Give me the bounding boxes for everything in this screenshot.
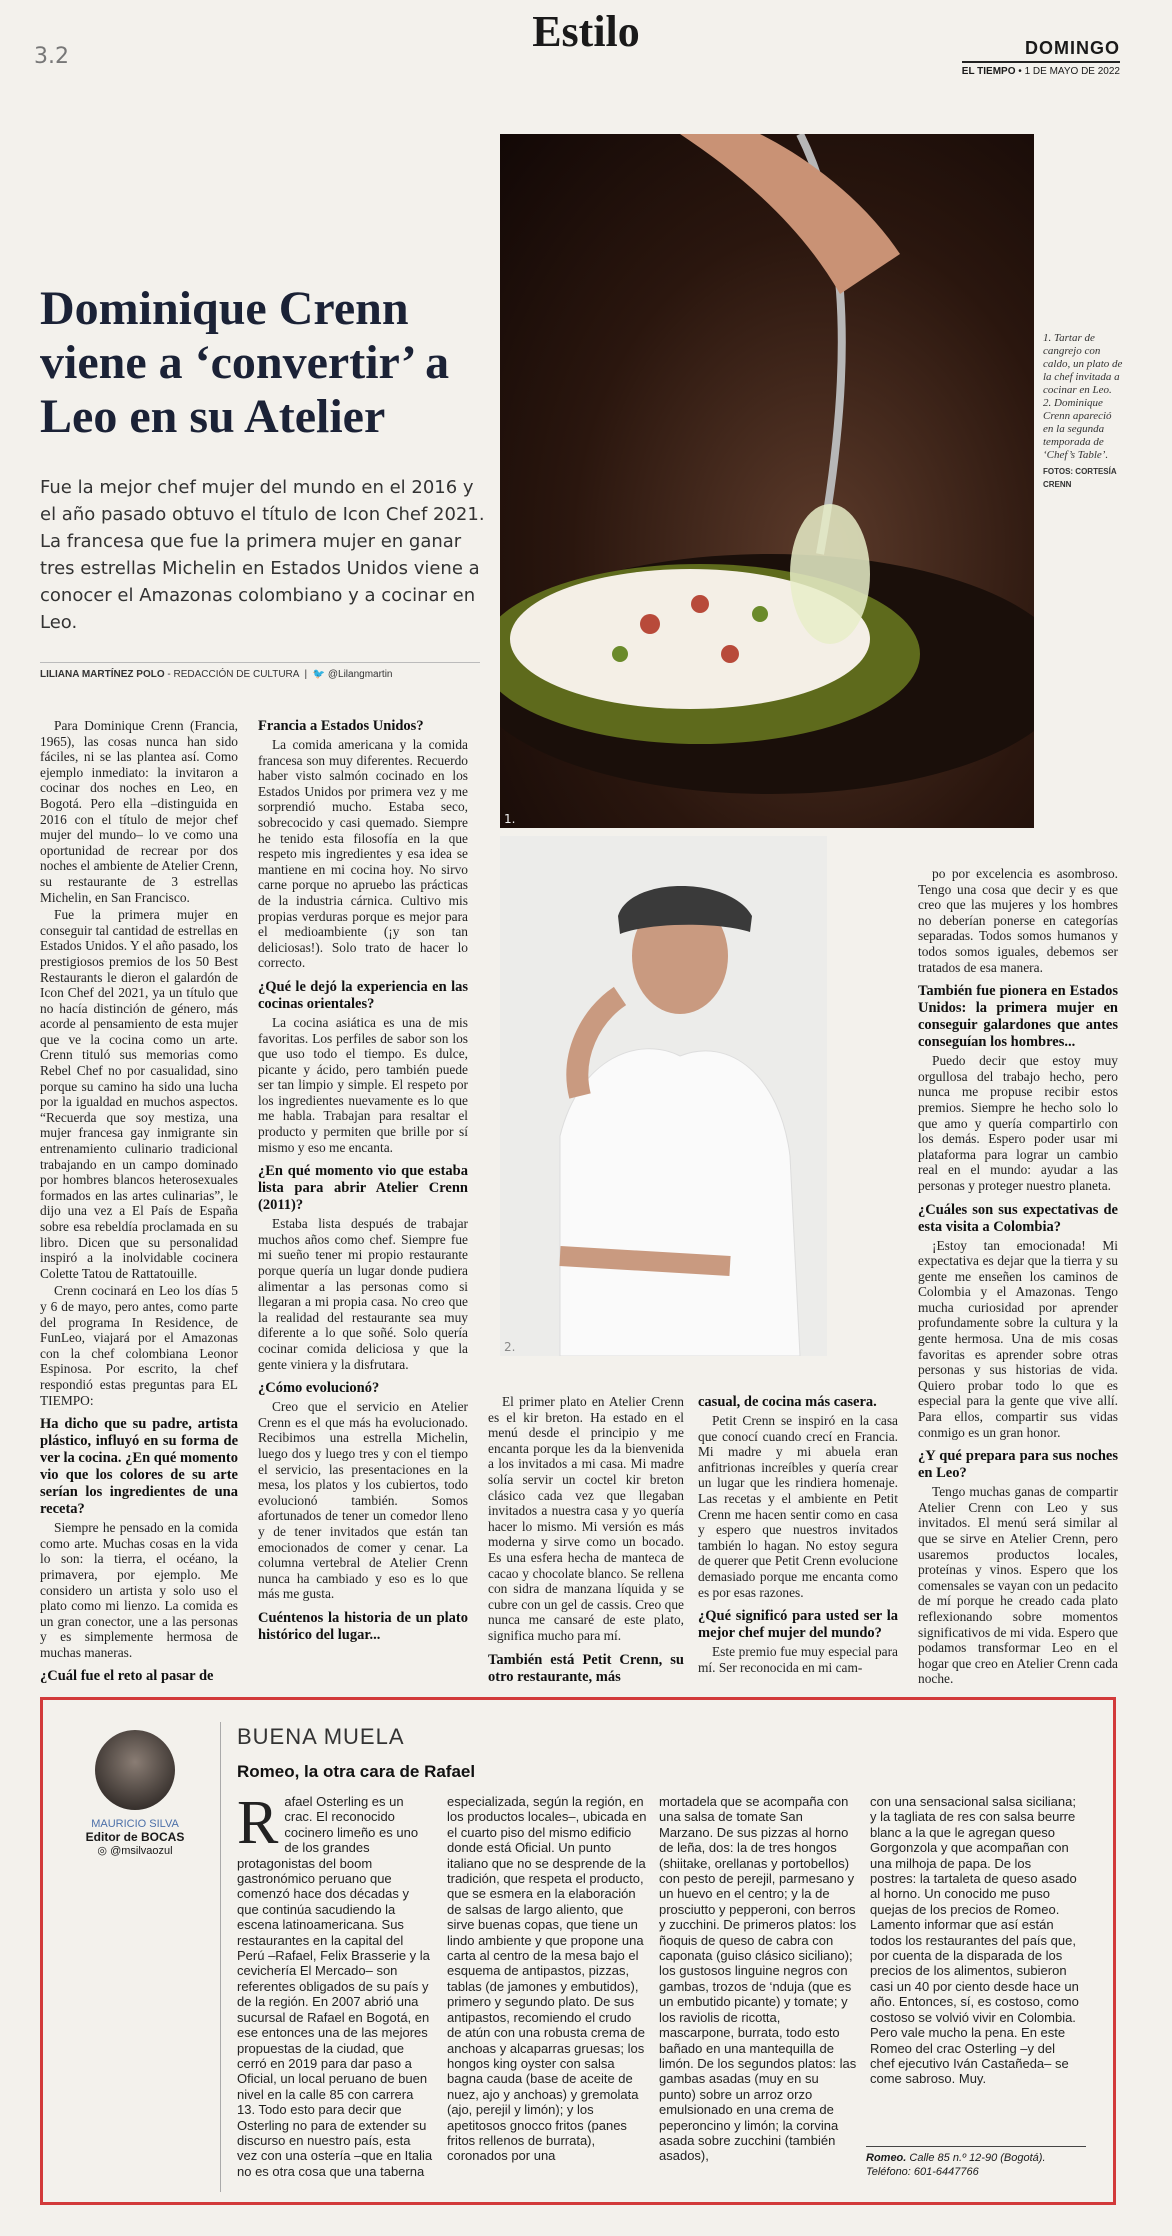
box-column-4: con una sensacional salsa siciliana; y la tagliata de res con salsa beurre blanc a la que le agregan queso Gorgonzola y que acompañan con una milhoja de papa. De los postres: la tartaleta de queso asado al horno. Un conocido me puso quejas de los precios de Romeo. Lamento informar que así están todos los restaurantes del país que, por cuenta de la disparada de los precios de los alimentos, subieron casi un 40 por ciento desde hace un año. Entonces, sí, es costoso, como costoso se volvió vivir en Colombia. Pero vale mucho la pena. En este Romeo del crac Osterling –y del chef ejecutivo Iván Castañeda– se come sabroso. Muy.: [870, 1794, 1079, 2087]
restaurant-address: Calle 85 n.º 12-90 (Bogotá).: [909, 2152, 1046, 2164]
interview-question: ¿Y qué prepara para sus noches en Leo?: [918, 1448, 1118, 1482]
byline-author: LILIANA MARTÍNEZ POLO: [40, 669, 165, 680]
interview-question: ¿Cómo evolucionó?: [258, 1380, 380, 1397]
interview-question: También fue pionera en Estados Unidos: la primera mujer en conseguir galardones que antes conseguían los hombres...: [918, 983, 1118, 1051]
issue-date-line: [962, 61, 1120, 77]
restaurant-phone: Teléfono: 601-6447766: [866, 2166, 979, 2178]
instagram-icon: ◎: [97, 1845, 108, 1857]
column-title: BUENA MUELA: [237, 1724, 405, 1749]
twitter-icon: 🐦: [312, 669, 326, 680]
article-paragraph: po por excelencia es asombroso. Tengo una cosa que decir y es que creo que las mujeres y los hombres no deberían ponerse en categorías separadas. Todos somos humanos y todos somos iguales, debemos ser tratados de esa manera.: [918, 866, 1118, 975]
article-column-3: [488, 1394, 684, 1688]
photo-chef: [500, 836, 827, 1356]
article-headline: Dominique Crenn viene a ‘convertir’ a Leo en su Atelier: [40, 282, 450, 443]
issue-date: • 1 DE MAYO DE 2022: [1018, 66, 1120, 77]
author-handle: ◎ @msilvaozul: [97, 1845, 173, 1857]
interview-question: ¿Qué le dejó la experiencia en las cocinas orientales?: [258, 978, 468, 1012]
interview-question: casual, de cocina más casera.: [698, 1394, 877, 1410]
dish-illustration: [500, 134, 1034, 828]
article-paragraph: Puedo decir que estoy muy orgullosa del trabajo hecho, pero nunca me propuse recibir estos premios. Siempre he hecho solo lo que amo y quería compartirlo con los demás. Espero poder usar mi plataforma para lograr un cambio real en el mundo: ayudar a las personas y proteger nuestro planeta.: [918, 1053, 1118, 1193]
byline: LILIANA MARTÍNEZ POLO - REDACCIÓN DE CULTURA | 🐦 @Lilangmartin: [40, 662, 480, 680]
article-column-5: [918, 866, 1118, 1689]
interview-question: ¿Cuál fue el reto al pasar de: [40, 1668, 214, 1685]
article-paragraph: Crenn cocinará en Leo los días 5 y 6 de mayo, pero antes, como parte del programa In Residence, de FunLeo, viajará por el Amazonas con la chef colombiana Leonor Espinosa. Por escrito, la chef respondió estas preguntas para EL TIEMPO:: [40, 1283, 238, 1408]
interview-question: Cuéntenos la historia de un plato histórico del lugar...: [258, 1609, 468, 1643]
article-paragraph: Tengo muchas ganas de compartir Atelier Crenn con Leo y sus invitados. El menú será similar al que se sirve en Atelier Crenn, pero usaremos productos locales, proteínas y vinos. Espero que los comensales se vayan con un pedacito de mí porque he creado cada plato reflexionando sobre momentos significativos de mi vida. Espero que podamos transformar Leo en el hogar que creo en Atelier Crenn cada noche.: [918, 1484, 1118, 1687]
interview-question: ¿En qué momento vio que estaba lista para abrir Atelier Crenn (2011)?: [258, 1163, 468, 1214]
caption-1: 1. Tartar de cangrejo con caldo, un plato de la chef invitada a cocinar en Leo.: [1043, 332, 1123, 396]
restaurant-name: Romeo.: [866, 2152, 907, 2164]
article-paragraph: Fue la primera mujer en conseguir tal cantidad de estrellas en Estados Unidos. Y el año pasado, los prestigiosos premios de los 50 Best Restaurants le dieron el galardón de Icon Chef del 2021, ya un título que no hacía distinción de género, más acorde al pensamiento de esta mujer que ve la cocina como un arte. Crenn tituló sus memorias como Rebel Chef no por casualidad, sino porque su camino ha sido una lucha por la igualdad en muchos aspectos. “Recuerda que soy mestiza, una mujer francesa gay inmigrante sin entrenamiento culinario tradicional trabajando en un campo dominado por hombres blancos heterosexuales formados en las artes culinarias”, le dijo una vez a El País de España sobre esa rebeldía proclamada en su libro. Dicen que su personalidad inspiró a la inolvidable cocinera Colette Tatou de Rattatouille.: [40, 907, 238, 1281]
box-column-3: mortadela que se acompaña con una salsa de tomate San Marzano. De sus pizzas al horno de leña, dos: la de tres hongos (shiitake, orellanas y portobellos) con pesto de perejil, parmesano y un huevo en el centro; y la de prosciutto y pepperoni, con berros y zucchini. De primeros platos: los ñoquis de queso de cabra con caponata (guiso clásico siciliano); los gustosos linguine negros con gambas, trozos de ‘nduja (que es un embutido picante) y tomate; y los raviolis de ricotta, mascarpone, burrata, todo esto bañado en una mantequilla de limón. De los segundos platos: las gambas asadas (muy en su punto) sobre un arroz orzo emulsionado en una crema de peperoncino y limón; la corvina asada sobre zucchini (también asados),: [659, 1794, 857, 2164]
author-name: MAURICIO SILVA: [91, 1818, 179, 1830]
caption-2: 2. Dominique Crenn apareció en la segunda temporada de ‘Chef’s Table’.: [1043, 397, 1112, 461]
box-column-1: [237, 1789, 433, 2179]
photo-dish: [500, 134, 1034, 828]
article-paragraph: Este premio fue muy especial para mí. Ser reconocida en mi cam-: [698, 1644, 898, 1675]
interview-question: Francia a Estados Unidos?: [258, 718, 424, 734]
box-column-2: especializada, según la región, en los productos locales–, ubicada en el cuarto piso del mismo edificio donde está Oficial. Un punto italiano que no se desprende de la tradición, que respeta el producto, que se esmera en la elaboración de salsas de largo aliento, que sirve buenas copas, que tiene un lindo ambiente y que propone una carta al centro de la mesa bajo el esquema de antipastos, pizzas, tablas (de jamones y embutidos), primero y segundo plato. De sus antipastos, recomiendo el crudo de atún con una robusta crema de anchoas y alcaparras gruesas; los hongos king oyster con salsa bagna cauda (base de aceite de nuez, ajo y anchoas) y gremolata (ajo, perejil y limón); y los apetitosos gnocco fritos (panes fritos rellenos de burrata), coronados por una: [447, 1794, 647, 2164]
section-title: Estilo: [532, 7, 640, 56]
byline-desk: - REDACCIÓN DE CULTURA: [167, 669, 299, 680]
interview-question: ¿Qué significó para usted ser la mejor chef mujer del mundo?: [698, 1608, 898, 1642]
paper-name: EL TIEMPO: [961, 66, 1016, 77]
article-paragraph: ¡Estoy tan emocionada! Mi expectativa es dejar que la tierra y su gente me enseñen los caminos de Colombia y el Amazonas. Tengo mucha curiosidad por aprender profundamente sobre la cultura y la gente hermosa. Una de mis cosas favoritas es aprender sobre otras personas y sus historias de vida. Quiero probar todo lo que es especial para la gente que vive allí. Para ellos, compartir sus vidas conmigo es un gran honor.: [918, 1237, 1118, 1440]
article-paragraph: Para Dominique Crenn (Francia, 1965), las cosas nunca han sido fáciles, ni se las plantea así. Como ejemplo inmediato: la invitaron a cocinar dos noches en Leo, en Bogotá. Pero ella –distinguida en 2016 con el título de mejor chef mujer del mundo– lo ve como una oportunidad de recrear por dos noches el ambiente de Atelier Crenn, su restaurante de 3 estrellas Michelin, en San Francisco.: [40, 718, 238, 905]
interview-question: También está Petit Crenn, su otro restaurante, más: [488, 1651, 684, 1685]
author-avatar: [95, 1730, 175, 1810]
article-paragraph: Creo que el servicio en Atelier Crenn es el que más ha evolucionado. Recibimos una estrella Michelin, luego dos y luego tres y con el tiempo el servicio, las presentaciones en la mesa, los platos y los cubiertos, todo evolucionó también. Somos afortunados de tener un comedor lleno y de tener invitados que están tan emocionados de comer y cenar. La columna vertebral de Atelier Crenn nunca ha cambiado y eso es lo que más me gusta.: [258, 1399, 468, 1602]
author-info: [70, 1818, 200, 1857]
date-block: [962, 38, 1120, 77]
interview-question: Ha dicho que su padre, artista plástico, influyó en su forma de ver la cocina. ¿En qué momento vio que los colores de su arte serían los ingredientes de una receta?: [40, 1416, 238, 1518]
article-column-1: [40, 718, 238, 1687]
interview-question: ¿Cuáles son sus expectativas de esta visita a Colombia?: [918, 1201, 1118, 1235]
article-paragraph: La comida americana y la comida francesa son muy diferentes. Recuerdo haber visto salmón cocinado en los Estados Unidos por primera vez y me sorprendió mucho. Estaba seco, sobrecocido y casi quemado. Siempre he tenido esta filosofía en la que respeto mis ingredientes y esa idea se mantiene en mi cocina hoy. No sirvo carne porque no apruebo las prácticas de la industria cárnica. Cultivo mis propias verduras porque es mejor para el medioambiente (¡y son tan deliciosas!). Solo trato de hacer lo correcto.: [258, 737, 468, 971]
article-paragraph: El primer plato en Atelier Crenn es el kir breton. Ha estado en el menú desde el principio y me encanta porque les da la bienvenida a los invitados a mi casa. Mi madre solía servir un coctel kir breton clásico cada vez que llegaban invitados a nuestra casa y yo quería hacer lo mismo. Mi versión es más moderna y sirve como un bocado. Es una esfera hecha de manteca de cacao y chocolate blanco. Se rellena con sidra de manzana líquida y se cubre con un gel de cassis. Creo que nunca me cansaré de este plato, significa mucho para mí.: [488, 1394, 684, 1643]
drop-cap: R: [237, 1789, 279, 1857]
issue-day: DOMINGO: [1025, 38, 1120, 58]
article-paragraph: La cocina asiática es una de mis favoritas. Los perfiles de sabor son los que uso todo el tiempo. Es dulce, picante y ácido, pero también puede ser tan limpio y simple. El respeto por los ingredientes nuevamente es lo que me habla. Trabajan para resaltar el producto y permiten que brille por sí mismo y eso me encanta.: [258, 1014, 468, 1155]
column-divider: [220, 1722, 221, 2192]
article-paragraph: Petit Crenn se inspiró en la casa que conocí cuando crecí en Francia. Mi madre y mi abuela eran anfitrionas increíbles y quería crear un lugar que les rindiera homenaje. Las recetas y el ambiente en Petit Crenn me hacen sentir como en casa y espero que nuestros invitados también lo hagan. No estoy segura de querer que Petit Crenn evolucione demasiado porque me encanta como es por esas razones.: [698, 1413, 898, 1600]
article-paragraph: Siempre he pensado en la comida como arte. Muchas cosas en la vida lo son: la tierra, el océano, la primavera, por ejemplo. Me considero un artista y solo uso el plato como mi lienzo. La comida es un gran conector, une a las personas y es simplemente hermosa de muchas maneras.: [40, 1520, 238, 1660]
photo-1-label: 1.: [504, 812, 516, 826]
article-column-2: [258, 718, 468, 1646]
article-column-4: [698, 1394, 898, 1677]
page-number: 3.2: [34, 44, 69, 69]
photo-caption: [1043, 332, 1123, 491]
restaurant-info: [866, 2146, 1086, 2179]
byline-twitter: @Lilangmartin: [327, 669, 393, 680]
article-paragraph: Estaba lista después de trabajar muchos años como chef. Siempre fue mi sueño tener mi propio restaurante porque quería un lugar donde pudiera alimentar a las personas como si llegaran a mi propia casa. No creo que la realidad del restaurante sea muy diferente a lo que soñé. Solo quería cocinar comida deliciosa y que la gente viniera y la disfrutara.: [258, 1216, 468, 1372]
photo-2-label: 2.: [504, 1340, 516, 1354]
article-deck: Fue la mejor chef mujer del mundo en el 2016 y el año pasado obtuvo el título de Icon Chef 2021. La francesa que fue la primera mujer en ganar tres estrellas Michelin en Estados Unidos viene a conocer el Amazonas colombiano y a cocinar en Leo.: [40, 477, 485, 633]
photo-credit: FOTOS: CORTESÍA CRENN: [1043, 467, 1117, 489]
author-role: Editor de BOCAS: [85, 1830, 185, 1844]
column-subtitle: Romeo, la otra cara de Rafael: [237, 1762, 476, 1781]
chef-illustration: [500, 836, 827, 1356]
box-text-1: afael Osterling es un crac. El reconocido cocinero limeño es uno de los grandes protagonistas del boom gastronómico peruano que comenzó hace dos décadas y que continúa sacudiendo la escena latinoamericana. Sus restaurantes en la capital del Perú –Rafael, Felix Brasserie y la cevichería El Mercado– son referentes obligados de su país y de la región. En 2007 abrió una sucursal de Rafael en Bogotá, en ese entonces una de las mejores propuestas de la ciudad, que cerró en 2019 para dar paso a Oficial, un local peruano de buen nivel en la calle 85 con carrera 13. Todo esto para decir que Osterling no para de extender su discurso en nuestro país, esta vez con una ostería –que en Italia no es otra cosa que una taberna: [237, 1794, 433, 2179]
